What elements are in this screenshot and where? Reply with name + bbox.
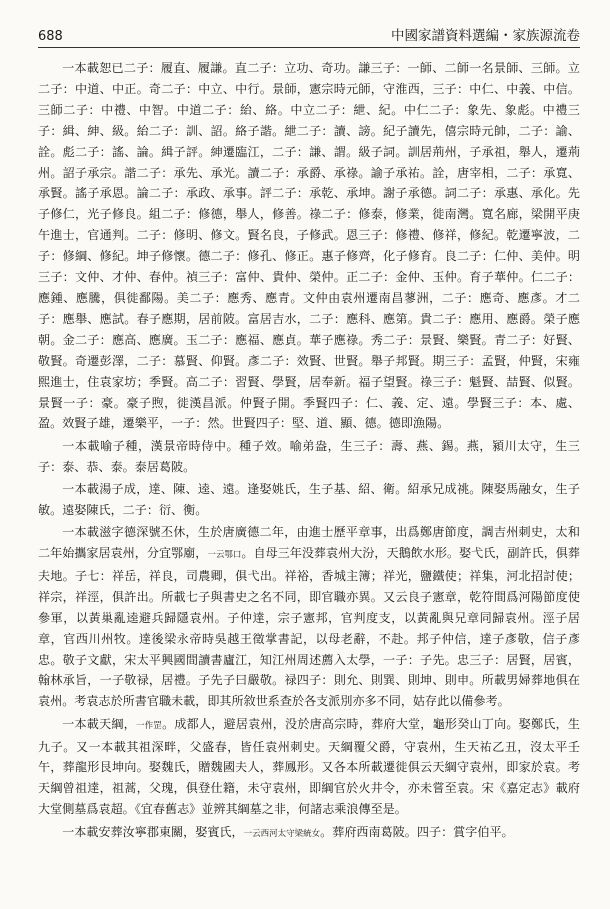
page-header — [38, 22, 580, 44]
page-number: 688 — [38, 29, 63, 44]
body-paragraph: 一本載湯子成，達、陳、逵、遠。逢娶姚氏，生子基、紹、衛。紹承兄成祧。陳娶馬融女，生子敏。遠娶陳氏，二子：衍、衡。 — [38, 481, 580, 517]
body-paragraph: 一本載恕已二子：履直、履謙。直二子：立功、奇功。謙三子：一師、二師一名景師、三師。立二子：中道、中正。奇二子：中立、中行。景師，憲宗時元師，守淮西，三子：中仁、中義、中信。三師二子：中禮、中智。中道二子：紿、絡。中立二子：紲、紀。中仁二子：象先、象彪。中禮三子：緝、紳、級。紿二子：訓、詔。絡子諧。紲二子：讀、謗。紀子讀先，僖宗時元帥，二子：諭、詮。彪二子：謠、論。緝子評。紳遷臨江，二子：謙、謂。級子詞。訓居荊州，子承祖，舉人，遷荊州。詔子承宗。諧二子：承先、承光。讀二子：承爵、承祿。諭子承祐。詮，唐宰相，二子：承寬、承賢。謠子承恩。論二子：承政、承事。評二子：承乾、承坤。謝子承德。詞二子：承惠、承化。先子修仁，光子修良。組二子：修德，舉人，修善。祿二子：修泰，修業，徙南灣。寬名廊，梁開平庚午進士，官通判。二子：修明、修文。賢名良，子修武。恩三子：修禮、修祥，修紀。乾遷寧波，二子：修綱、修紀。坤子修懷。德二子：修孔、修正。惠子修齊，化子修育。良二子：仁仲、美仲。明三子：文仲、才仲、春仲。禎三子：富仲、貴仲、榮仲。正二子：金仲、玉仲。育子華仲。仁二子：應鍾、應騰，俱徙鄱陽。美二子：應秀、應青。文仲由袁州遷南昌蓼洲，二子：應奇、應彥。才二子：應舉、應試。春子應期，居前陂。富居吉水，二子：應科、應第。貴二子：應用、應爵。榮子應朝。金二子：應高、應廣。玉二子：應福、應貞。華子應祿。秀二子：景賢、樂賢。青二子：好賢、敬賢。奇遷彭澤，二子：慕賢、仰賢。彥二子：效賢、世賢。舉子邦賢。期三子：孟賢，仲賢，宋雍熙進士，住袁家坊；季賢。高二子：習賢、學賢，居奉新。福子望賢。祿三子：魁賢、喆賢、似賢。景賢一子：豪。豪子煦，徙漢昌派。仲賢子開。季賢四子：仁、義、定、遠。學賢三子：本、處、盈。效賢子雄，遷樂平，一子：然。世賢四子：堅、道、顯、德。德即漁陽。 — [38, 61, 580, 431]
inline-note: 一作罡 — [135, 720, 163, 731]
body-paragraph: 一本載安葬汝寧郡東關，娶賓氏，一云西河太守梁統女。葬府西南葛陂。四子：賞字伯平。 — [62, 824, 514, 839]
body-paragraph: 一本載天綱，一作罡。成都人，避居袁州，没於唐高宗時，葬府大堂，龜形癸山丁向。娶鄭氏，生九子。又一本載其祖深畔，父盛春，皆任袁州刺史。天綱覆父爵，守袁州，生天祐乙丑，沒太平壬午，葬龍形艮坤向。娶魏氏，贈魏國夫人，葬鳳形。又各本所載遷徙俱云天綱守袁州，即家於袁。考天綱曾祖達，祖蒿，父瑰，俱登仕籍，未守袁州，即綱官於火井令，亦未嘗至袁。宋《嘉定志》載府大堂側墓爲袁超。《宜春舊志》並辨其綱墓之非，何諸志乘浪傳至是。 — [38, 716, 580, 817]
inline-note: 一云鄂口 — [207, 550, 242, 561]
page-body — [38, 58, 580, 844]
body-paragraph: 一本載喻子種，漢景帝時侍中。種子效。喻弟盎，生三子：壽、燕、錫。燕，潁川太守，生三子：泰、恭、泰。泰居葛陂。 — [38, 438, 580, 474]
body-paragraph: 一本載滋字德深號丕休，生於唐廣德二年，由進士歷平章事，出爲鄭唐節度，調吉州刺史，太和二年始攜家居袁州，分宜鄂廟，一云鄂口。自母三年没葬袁州大汾，天鵝飲水形。娶弋氏，副許氏，俱葬夫地。子七：祥岳，祥良，司農卿，俱弋出。祥裕，香城主簿；祥光，鹽鐵使；祥集，河北招討使；祥宗，祥涇，俱許出。所載七子與書史之名不同，即官職亦異。又云良子憲章，乾符間爲河陽節度使參軍，以黃巢亂逵避兵歸隱袁州。子仲達，宗子憲邦，官判度支，以黃亂與兄章同歸袁州。涇子居章，官西川州牧。達後梁永帝時吳越王徵掌書記，以母老辭，不赴。邦子仲信，達子彥敬，信子彥忠。敬子文獻，宋太平興國間讀書廬江，知江州周述薦入太學，一子：子先。忠三子：居賢，居賓，翰林承旨，一子敬禄，居禮。子先子曰嚴敬。禄四子：則允、則巽、則坤、則申。所載男婦葬地俱在袁州。考袁志於所書官職未載，即其所敘世系查於各支派別亦多不同，姑存此以備參考。 — [38, 525, 580, 709]
inline-note: 一云西河太守梁統女 — [243, 828, 321, 839]
header-rule — [38, 47, 580, 48]
running-title: 中國家譜資料選編・家族源流卷 — [391, 28, 580, 44]
